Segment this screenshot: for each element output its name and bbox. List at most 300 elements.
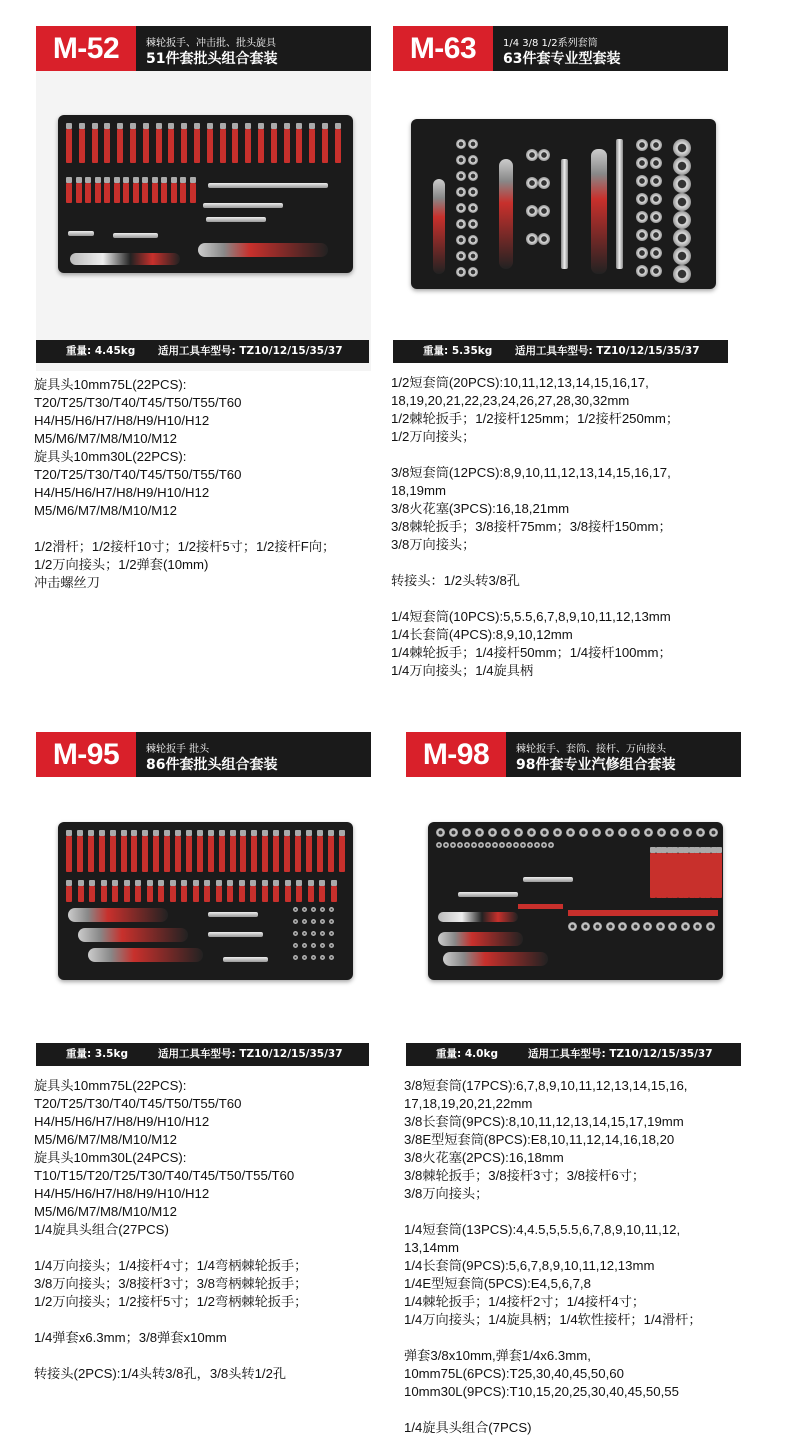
socket bbox=[709, 828, 718, 837]
tool-tray bbox=[58, 822, 353, 980]
product-header bbox=[393, 26, 728, 71]
bit bbox=[66, 129, 72, 163]
bit bbox=[66, 836, 72, 872]
bit bbox=[335, 129, 341, 163]
bit bbox=[123, 183, 129, 203]
socket bbox=[320, 919, 325, 924]
product-code: M-98 bbox=[406, 732, 506, 777]
extension-bar bbox=[113, 233, 158, 238]
socket bbox=[696, 828, 705, 837]
socket bbox=[320, 907, 325, 912]
bit bbox=[262, 886, 268, 902]
extension-bar bbox=[208, 932, 263, 937]
product-header bbox=[406, 732, 741, 777]
socket bbox=[293, 919, 298, 924]
socket bbox=[456, 251, 466, 261]
spec-bar bbox=[406, 1043, 741, 1066]
detail-line: H4/H5/H6/H7/H8/H9/H10/H12 bbox=[34, 485, 210, 500]
bit bbox=[161, 183, 167, 203]
socket bbox=[293, 943, 298, 948]
detail-line: 1/4万向接头；1/4接杆4寸；1/4弯柄棘轮扳手； bbox=[34, 1258, 308, 1273]
detail-line: H4/H5/H6/H7/H8/H9/H10/H12 bbox=[34, 413, 210, 428]
bit bbox=[77, 836, 83, 872]
bit bbox=[239, 886, 245, 902]
detail-line: 1/4长套筒(9PCS):5,6,7,8,9,10,11,12,13mm bbox=[404, 1258, 655, 1273]
bit bbox=[262, 836, 268, 872]
detail-line: 3/8长套筒(9PCS):8,10,11,12,13,14,15,17,19mm bbox=[404, 1114, 684, 1129]
socket bbox=[534, 842, 540, 848]
product-title: 98件套专业汽修组合套装 bbox=[516, 757, 676, 773]
extension-bar bbox=[208, 912, 258, 917]
socket bbox=[673, 247, 691, 265]
socket bbox=[320, 931, 325, 936]
socket bbox=[636, 247, 648, 259]
bit bbox=[193, 886, 199, 902]
tool-tray bbox=[411, 119, 716, 289]
ratchet-wrench bbox=[433, 179, 445, 274]
detail-line: 旋具头10mm30L(22PCS): bbox=[34, 449, 187, 464]
bit bbox=[273, 836, 279, 872]
socket bbox=[650, 157, 662, 169]
socket bbox=[643, 922, 652, 931]
product-details bbox=[34, 1077, 307, 1383]
socket bbox=[673, 211, 691, 229]
detail-line: 1/4长套筒(4PCS):8,9,10,12mm bbox=[391, 627, 573, 642]
models-text: 适用工具车型号: TZ10/12/15/35/37 bbox=[528, 1048, 713, 1060]
product-title: 51件套批头组合套装 bbox=[146, 51, 278, 67]
socket bbox=[526, 177, 538, 189]
detail-spacer bbox=[391, 446, 679, 464]
bit bbox=[716, 853, 722, 898]
bit bbox=[171, 183, 177, 203]
socket bbox=[499, 842, 505, 848]
bit bbox=[220, 129, 226, 163]
bit bbox=[339, 836, 345, 872]
socket bbox=[693, 922, 702, 931]
socket bbox=[456, 203, 466, 213]
bit bbox=[284, 129, 290, 163]
bit bbox=[124, 886, 130, 902]
bit bbox=[208, 836, 214, 872]
socket bbox=[636, 139, 648, 151]
detail-line: M5/M6/M7/M8/M10/M12 bbox=[34, 431, 177, 446]
ratchet-wrench bbox=[78, 928, 188, 942]
socket bbox=[657, 828, 666, 837]
product-code: M-95 bbox=[36, 732, 136, 777]
bit bbox=[295, 836, 301, 872]
bit bbox=[92, 129, 98, 163]
detail-line: 3/8E型短套筒(8PCS):E8,10,11,12,14,16,18,20 bbox=[404, 1132, 675, 1147]
spec-bar bbox=[36, 1043, 369, 1066]
socket bbox=[650, 247, 662, 259]
socket bbox=[468, 235, 478, 245]
product-photo bbox=[36, 71, 371, 371]
detail-line: 10mm30L(9PCS):T10,15,20,25,30,40,45,50,55 bbox=[404, 1384, 679, 1399]
socket bbox=[329, 955, 334, 960]
socket bbox=[538, 149, 550, 161]
detail-line: 1/2万向接头； bbox=[391, 429, 476, 444]
bit bbox=[207, 129, 213, 163]
bit bbox=[309, 129, 315, 163]
bit bbox=[204, 886, 210, 902]
bit bbox=[181, 886, 187, 902]
socket bbox=[527, 842, 533, 848]
socket bbox=[636, 157, 648, 169]
product-photo bbox=[406, 777, 741, 1077]
socket bbox=[471, 842, 477, 848]
bit bbox=[135, 886, 141, 902]
detail-line: 1/4旋具头组合(7PCS) bbox=[404, 1420, 532, 1435]
socket bbox=[456, 219, 466, 229]
detail-line: 17,18,19,20,21,22mm bbox=[404, 1096, 533, 1111]
extension-bar bbox=[208, 183, 328, 188]
spec-bar bbox=[393, 340, 728, 363]
socket bbox=[462, 828, 471, 837]
bit bbox=[104, 129, 110, 163]
socket bbox=[468, 251, 478, 261]
socket bbox=[650, 229, 662, 241]
bit bbox=[175, 836, 181, 872]
detail-line: 18,19mm bbox=[391, 483, 446, 498]
socket bbox=[468, 203, 478, 213]
bit bbox=[328, 836, 334, 872]
product-header bbox=[36, 26, 371, 71]
detail-line: 旋具头10mm30L(24PCS): bbox=[34, 1150, 187, 1165]
detail-line: T20/T25/T30/T40/T45/T50/T55/T60 bbox=[34, 395, 242, 410]
weight-text: 重量: 4.0kg bbox=[436, 1048, 498, 1060]
socket bbox=[456, 139, 466, 149]
detail-line: T20/T25/T30/T40/T45/T50/T55/T60 bbox=[34, 1096, 242, 1111]
ratchet-wrench bbox=[443, 952, 548, 966]
detail-line: T20/T25/T30/T40/T45/T50/T55/T60 bbox=[34, 467, 242, 482]
bit bbox=[251, 836, 257, 872]
extension-bar bbox=[206, 217, 266, 222]
bit bbox=[317, 836, 323, 872]
weight-text: 重量: 5.35kg bbox=[423, 345, 493, 357]
socket bbox=[468, 187, 478, 197]
bit bbox=[168, 129, 174, 163]
ratchet-wrench bbox=[591, 149, 607, 274]
ratchet-wrench bbox=[438, 932, 523, 946]
bit bbox=[240, 836, 246, 872]
detail-line: T10/T15/T20/T25/T30/T40/T45/T50/T55/T60 bbox=[34, 1168, 295, 1183]
detail-line: 1/2短套筒(20PCS):10,11,12,13,14,15,16,17, bbox=[391, 375, 649, 390]
screwdriver-handle bbox=[438, 912, 518, 922]
bit bbox=[170, 886, 176, 902]
socket bbox=[656, 922, 665, 931]
extension-bar bbox=[458, 892, 518, 897]
bit bbox=[142, 836, 148, 872]
detail-line: M5/M6/M7/M8/M10/M12 bbox=[34, 1132, 177, 1147]
socket bbox=[468, 139, 478, 149]
socket bbox=[636, 193, 648, 205]
socket bbox=[606, 922, 615, 931]
socket bbox=[443, 842, 449, 848]
bit bbox=[117, 129, 123, 163]
socket bbox=[436, 828, 445, 837]
bit bbox=[219, 836, 225, 872]
bit bbox=[110, 836, 116, 872]
detail-line: 1/2万向接头；1/2接杆5寸；1/2弯柄棘轮扳手； bbox=[34, 1294, 308, 1309]
socket bbox=[293, 955, 298, 960]
socket bbox=[673, 157, 691, 175]
socket bbox=[456, 171, 466, 181]
bit bbox=[230, 836, 236, 872]
socket bbox=[302, 931, 307, 936]
bit bbox=[121, 836, 127, 872]
socket bbox=[329, 919, 334, 924]
red-rail bbox=[568, 910, 718, 916]
detail-line: 1/2万向接头；1/2弹套(10mm) bbox=[34, 557, 209, 572]
product-header bbox=[36, 732, 371, 777]
socket bbox=[538, 233, 550, 245]
product-photo bbox=[36, 777, 371, 1077]
socket bbox=[581, 922, 590, 931]
detail-line: 3/8万向接头；3/8接杆3寸；3/8弯柄棘轮扳手； bbox=[34, 1276, 308, 1291]
bit bbox=[112, 886, 118, 902]
detail-line: 3/8棘轮扳手；3/8接杆3寸；3/8接杆6寸； bbox=[404, 1168, 646, 1183]
detail-line: 旋具头10mm75L(22PCS): bbox=[34, 1078, 187, 1093]
bit bbox=[104, 183, 110, 203]
socket bbox=[302, 943, 307, 948]
detail-spacer bbox=[404, 1401, 702, 1419]
detail-line: 3/8棘轮扳手；3/8接杆75mm；3/8接杆150mm； bbox=[391, 519, 672, 534]
bit bbox=[258, 129, 264, 163]
socket bbox=[293, 907, 298, 912]
socket bbox=[464, 842, 470, 848]
socket bbox=[618, 922, 627, 931]
socket bbox=[650, 139, 662, 151]
product-details bbox=[34, 376, 335, 592]
product-photo bbox=[393, 71, 728, 371]
socket bbox=[673, 175, 691, 193]
socket bbox=[311, 919, 316, 924]
socket bbox=[668, 922, 677, 931]
socket bbox=[670, 828, 679, 837]
detail-line: 1/4万向接头；1/4旋具柄 bbox=[391, 663, 534, 678]
product-details bbox=[404, 1077, 702, 1437]
socket bbox=[526, 149, 538, 161]
detail-line: 3/8万向接头； bbox=[404, 1186, 489, 1201]
socket bbox=[636, 229, 648, 241]
socket bbox=[450, 842, 456, 848]
bit bbox=[147, 886, 153, 902]
bit bbox=[216, 886, 222, 902]
bit bbox=[95, 183, 101, 203]
socket bbox=[673, 139, 691, 157]
bit bbox=[194, 129, 200, 163]
ratchet-wrench bbox=[88, 948, 203, 962]
ratchet-wrench bbox=[68, 908, 168, 922]
bit bbox=[308, 886, 314, 902]
socket bbox=[436, 842, 442, 848]
product-title: 63件套专业型套装 bbox=[503, 51, 621, 67]
socket bbox=[514, 828, 523, 837]
bit bbox=[227, 886, 233, 902]
socket bbox=[706, 922, 715, 931]
bit bbox=[153, 836, 159, 872]
tool-tray bbox=[58, 115, 353, 273]
bit bbox=[250, 886, 256, 902]
socket bbox=[644, 828, 653, 837]
socket bbox=[311, 943, 316, 948]
detail-line: 1/4棘轮扳手；1/4接杆2寸；1/4接杆4寸； bbox=[404, 1294, 646, 1309]
detail-line: M5/M6/M7/M8/M10/M12 bbox=[34, 503, 177, 518]
bit bbox=[296, 129, 302, 163]
red-rail bbox=[518, 904, 563, 909]
socket bbox=[527, 828, 536, 837]
socket bbox=[520, 842, 526, 848]
bit bbox=[131, 836, 137, 872]
socket bbox=[457, 842, 463, 848]
socket bbox=[456, 235, 466, 245]
bit bbox=[79, 129, 85, 163]
bit bbox=[99, 836, 105, 872]
socket bbox=[540, 828, 549, 837]
detail-line: M5/M6/M7/M8/M10/M12 bbox=[34, 1204, 177, 1219]
product-code: M-52 bbox=[36, 26, 136, 71]
socket bbox=[449, 828, 458, 837]
socket bbox=[468, 267, 478, 277]
ratchet-wrench bbox=[499, 159, 513, 269]
socket bbox=[456, 155, 466, 165]
detail-line: 3/8短套筒(12PCS):8,9,10,11,12,13,14,15,16,17, bbox=[391, 465, 671, 480]
socket bbox=[488, 828, 497, 837]
detail-line: H4/H5/H6/H7/H8/H9/H10/H12 bbox=[34, 1114, 210, 1129]
bit bbox=[152, 183, 158, 203]
detail-line: 1/4弹套x6.3mm；3/8弹套x10mm bbox=[34, 1330, 227, 1345]
detail-line: 转接头(2PCS):1/4头转3/8孔，3/8头转1/2孔 bbox=[34, 1366, 287, 1381]
socket bbox=[566, 828, 575, 837]
socket bbox=[538, 177, 550, 189]
sliding-bar bbox=[68, 231, 94, 236]
bit bbox=[142, 183, 148, 203]
models-text: 适用工具车型号: TZ10/12/15/35/37 bbox=[515, 345, 700, 357]
socket bbox=[673, 193, 691, 211]
socket bbox=[605, 828, 614, 837]
socket bbox=[593, 922, 602, 931]
product-subtitle: 棘轮扳手、冲击批、批头旋具 bbox=[146, 38, 276, 49]
bit bbox=[273, 886, 279, 902]
socket bbox=[513, 842, 519, 848]
socket bbox=[320, 955, 325, 960]
detail-spacer bbox=[404, 1203, 702, 1221]
socket bbox=[311, 931, 316, 936]
socket bbox=[320, 943, 325, 948]
bit bbox=[331, 886, 337, 902]
socket bbox=[548, 842, 554, 848]
socket bbox=[468, 155, 478, 165]
detail-spacer bbox=[34, 1239, 307, 1257]
socket bbox=[478, 842, 484, 848]
bit bbox=[319, 886, 325, 902]
socket bbox=[475, 828, 484, 837]
ratchet-wrench bbox=[198, 243, 328, 257]
models-text: 适用工具车型号: TZ10/12/15/35/37 bbox=[158, 1048, 343, 1060]
detail-line: H4/H5/H6/H7/H8/H9/H10/H12 bbox=[34, 1186, 210, 1201]
detail-line: 3/8火花塞(2PCS):16,18mm bbox=[404, 1150, 564, 1165]
bit bbox=[66, 886, 72, 902]
product-title: 86件套批头组合套装 bbox=[146, 757, 278, 773]
socket bbox=[456, 187, 466, 197]
bit bbox=[180, 183, 186, 203]
socket bbox=[329, 943, 334, 948]
product-subtitle: 棘轮扳手 批头 bbox=[146, 744, 210, 755]
detail-spacer bbox=[34, 520, 335, 538]
socket bbox=[553, 828, 562, 837]
socket bbox=[538, 205, 550, 217]
bit bbox=[66, 183, 72, 203]
detail-line: 旋具头10mm75L(22PCS): bbox=[34, 377, 187, 392]
detail-line: 1/4棘轮扳手；1/4接杆50mm；1/4接杆100mm； bbox=[391, 645, 672, 660]
socket bbox=[456, 267, 466, 277]
bit bbox=[130, 129, 136, 163]
socket bbox=[568, 922, 577, 931]
socket bbox=[468, 219, 478, 229]
detail-line: 1/2棘轮扳手；1/2接杆125mm；1/2接杆250mm； bbox=[391, 411, 680, 426]
product-subtitle: 棘轮扳手、套筒、接杆、万向接头 bbox=[516, 744, 666, 755]
bit bbox=[156, 129, 162, 163]
socket bbox=[302, 919, 307, 924]
bit bbox=[271, 129, 277, 163]
bit bbox=[89, 886, 95, 902]
bit bbox=[186, 836, 192, 872]
socket bbox=[506, 842, 512, 848]
socket bbox=[650, 265, 662, 277]
weight-text: 重量: 3.5kg bbox=[66, 1048, 128, 1060]
spec-bar bbox=[36, 340, 369, 363]
socket bbox=[592, 828, 601, 837]
socket bbox=[468, 171, 478, 181]
detail-spacer bbox=[391, 554, 679, 572]
socket bbox=[579, 828, 588, 837]
bit bbox=[114, 183, 120, 203]
detail-spacer bbox=[34, 1311, 307, 1329]
socket bbox=[673, 229, 691, 247]
socket bbox=[618, 828, 627, 837]
bit bbox=[101, 886, 107, 902]
detail-line: 冲击螺丝刀 bbox=[34, 575, 100, 590]
detail-spacer bbox=[391, 590, 679, 608]
socket bbox=[541, 842, 547, 848]
product-subtitle: 1/4 3/8 1/2系列套筒 bbox=[503, 38, 598, 49]
bit bbox=[197, 836, 203, 872]
socket bbox=[526, 205, 538, 217]
product-details bbox=[391, 374, 679, 680]
socket bbox=[631, 922, 640, 931]
bit bbox=[190, 183, 196, 203]
bit bbox=[133, 183, 139, 203]
impact-driver bbox=[70, 253, 180, 265]
detail-spacer bbox=[34, 1347, 307, 1365]
detail-spacer bbox=[404, 1329, 702, 1347]
detail-line: 弹套3/8x10mm,弹套1/4x6.3mm, bbox=[404, 1348, 591, 1363]
bit bbox=[181, 129, 187, 163]
detail-line: 1/4万向接头；1/4旋具柄；1/4软性接杆；1/4滑杆； bbox=[404, 1312, 702, 1327]
socket bbox=[683, 828, 692, 837]
socket bbox=[329, 907, 334, 912]
socket bbox=[485, 842, 491, 848]
socket bbox=[681, 922, 690, 931]
detail-line: 3/8短套筒(17PCS):6,7,8,9,10,11,12,13,14,15,16, bbox=[404, 1078, 688, 1093]
bit bbox=[285, 886, 291, 902]
tool-tray bbox=[428, 822, 723, 980]
socket bbox=[636, 175, 648, 187]
detail-line: 10mm75L(6PCS):T25,30,40,45,50,60 bbox=[404, 1366, 624, 1381]
detail-line: 3/8火花塞(3PCS):16,18,21mm bbox=[391, 501, 570, 516]
bit bbox=[158, 886, 164, 902]
bit bbox=[296, 886, 302, 902]
